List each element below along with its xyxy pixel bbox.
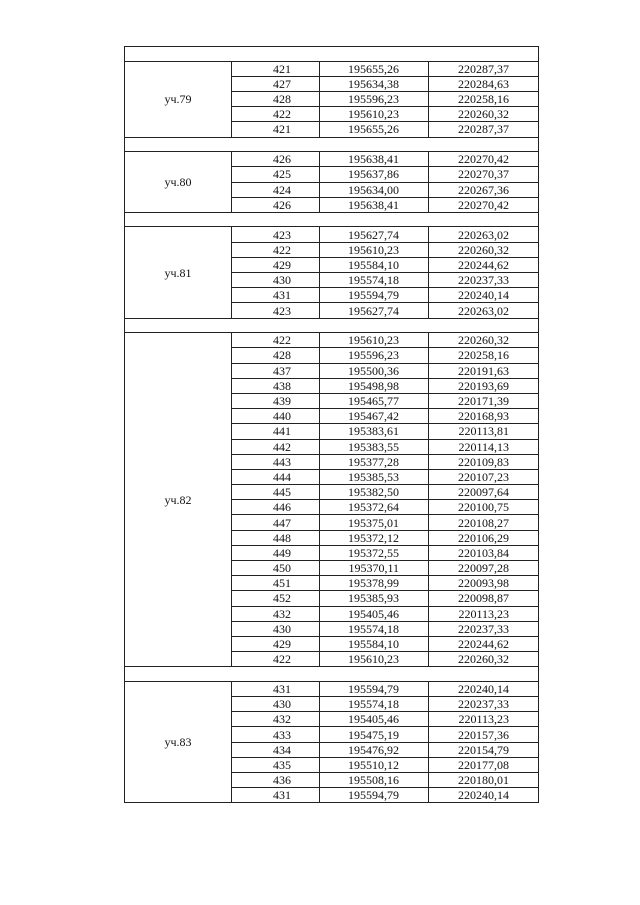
x-coordinate: 195584,10 (320, 257, 429, 272)
section-separator-row (125, 667, 539, 682)
x-coordinate: 195405,46 (320, 606, 429, 621)
x-coordinate: 195383,61 (320, 424, 429, 439)
point-number: 442 (232, 439, 320, 454)
point-number: 451 (232, 576, 320, 591)
point-number: 439 (232, 393, 320, 408)
point-number: 432 (232, 606, 320, 621)
y-coordinate: 220113,23 (429, 606, 539, 621)
x-coordinate: 195372,64 (320, 500, 429, 515)
x-coordinate: 195465,77 (320, 393, 429, 408)
x-coordinate: 195638,41 (320, 197, 429, 212)
y-coordinate: 220097,28 (429, 561, 539, 576)
y-coordinate: 220237,33 (429, 273, 539, 288)
point-number: 430 (232, 697, 320, 712)
point-number: 443 (232, 454, 320, 469)
x-coordinate: 195574,18 (320, 273, 429, 288)
x-coordinate: 195596,23 (320, 348, 429, 363)
separator-cell (125, 318, 539, 333)
separator-cell (125, 137, 539, 152)
point-number: 427 (232, 76, 320, 91)
y-coordinate: 220263,02 (429, 227, 539, 242)
x-coordinate: 195476,92 (320, 742, 429, 757)
y-coordinate: 220098,87 (429, 591, 539, 606)
coordinate-table (124, 46, 539, 803)
y-coordinate: 220270,37 (429, 167, 539, 182)
point-number: 422 (232, 652, 320, 667)
y-coordinate: 220260,32 (429, 652, 539, 667)
x-coordinate: 195596,23 (320, 91, 429, 106)
x-coordinate: 195627,74 (320, 303, 429, 318)
x-coordinate: 195385,93 (320, 591, 429, 606)
y-coordinate: 220240,14 (429, 681, 539, 696)
table-row (125, 333, 539, 348)
coordinate-table-body (125, 47, 539, 803)
x-coordinate: 195378,99 (320, 576, 429, 591)
x-coordinate: 195610,23 (320, 333, 429, 348)
point-number: 426 (232, 197, 320, 212)
section-label: уч.81 (125, 227, 232, 318)
point-number: 421 (232, 122, 320, 137)
table-row (125, 152, 539, 167)
section-label: уч.80 (125, 152, 232, 213)
point-number: 437 (232, 363, 320, 378)
y-coordinate: 220168,93 (429, 409, 539, 424)
y-coordinate: 220258,16 (429, 348, 539, 363)
x-coordinate: 195500,36 (320, 363, 429, 378)
y-coordinate: 220260,32 (429, 107, 539, 122)
x-coordinate: 195405,46 (320, 712, 429, 727)
y-coordinate: 220284,63 (429, 76, 539, 91)
y-coordinate: 220157,36 (429, 727, 539, 742)
y-coordinate: 220287,37 (429, 122, 539, 137)
point-number: 425 (232, 167, 320, 182)
y-coordinate: 220113,81 (429, 424, 539, 439)
x-coordinate: 195627,74 (320, 227, 429, 242)
x-coordinate: 195372,55 (320, 545, 429, 560)
point-number: 428 (232, 91, 320, 106)
point-number: 424 (232, 182, 320, 197)
y-coordinate: 220177,08 (429, 757, 539, 772)
y-coordinate: 220097,64 (429, 485, 539, 500)
y-coordinate: 220191,63 (429, 363, 539, 378)
point-number: 426 (232, 152, 320, 167)
x-coordinate: 195638,41 (320, 152, 429, 167)
separator-cell (125, 212, 539, 227)
y-coordinate: 220270,42 (429, 197, 539, 212)
point-number: 446 (232, 500, 320, 515)
point-number: 429 (232, 636, 320, 651)
point-number: 438 (232, 378, 320, 393)
x-coordinate: 195475,19 (320, 727, 429, 742)
table-row (125, 681, 539, 696)
x-coordinate: 195375,01 (320, 515, 429, 530)
table-row (125, 61, 539, 76)
point-number: 450 (232, 561, 320, 576)
y-coordinate: 220103,84 (429, 545, 539, 560)
x-coordinate: 195594,79 (320, 288, 429, 303)
point-number: 430 (232, 621, 320, 636)
x-coordinate: 195370,11 (320, 561, 429, 576)
x-coordinate: 195382,50 (320, 485, 429, 500)
x-coordinate: 195498,98 (320, 378, 429, 393)
y-coordinate: 220113,23 (429, 712, 539, 727)
point-number: 422 (232, 107, 320, 122)
point-number: 421 (232, 61, 320, 76)
point-number: 422 (232, 333, 320, 348)
separator-cell (125, 667, 539, 682)
section-label: уч.82 (125, 333, 232, 667)
point-number: 445 (232, 485, 320, 500)
point-number: 431 (232, 681, 320, 696)
section-separator-row (125, 318, 539, 333)
point-number: 448 (232, 530, 320, 545)
y-coordinate: 220171,39 (429, 393, 539, 408)
point-number: 431 (232, 288, 320, 303)
point-number: 435 (232, 757, 320, 772)
x-coordinate: 195574,18 (320, 697, 429, 712)
y-coordinate: 220260,32 (429, 333, 539, 348)
y-coordinate: 220260,32 (429, 242, 539, 257)
x-coordinate: 195634,00 (320, 182, 429, 197)
y-coordinate: 220154,79 (429, 742, 539, 757)
y-coordinate: 220263,02 (429, 303, 539, 318)
y-coordinate: 220258,16 (429, 91, 539, 106)
point-number: 422 (232, 242, 320, 257)
x-coordinate: 195610,23 (320, 242, 429, 257)
y-coordinate: 220287,37 (429, 61, 539, 76)
y-coordinate: 220180,01 (429, 773, 539, 788)
x-coordinate: 195655,26 (320, 122, 429, 137)
y-coordinate: 220107,23 (429, 469, 539, 484)
y-coordinate: 220106,29 (429, 530, 539, 545)
x-coordinate: 195385,53 (320, 469, 429, 484)
point-number: 434 (232, 742, 320, 757)
y-coordinate: 220240,14 (429, 288, 539, 303)
x-coordinate: 195610,23 (320, 107, 429, 122)
x-coordinate: 195594,79 (320, 681, 429, 696)
point-number: 423 (232, 303, 320, 318)
x-coordinate: 195574,18 (320, 621, 429, 636)
y-coordinate: 220114,13 (429, 439, 539, 454)
point-number: 436 (232, 773, 320, 788)
y-coordinate: 220093,98 (429, 576, 539, 591)
coordinate-table-page (124, 46, 538, 803)
point-number: 447 (232, 515, 320, 530)
y-coordinate: 220267,36 (429, 182, 539, 197)
section-separator-row (125, 212, 539, 227)
point-number: 423 (232, 227, 320, 242)
y-coordinate: 220244,62 (429, 257, 539, 272)
x-coordinate: 195377,28 (320, 454, 429, 469)
point-number: 452 (232, 591, 320, 606)
point-number: 444 (232, 469, 320, 484)
x-coordinate: 195510,12 (320, 757, 429, 772)
y-coordinate: 220108,27 (429, 515, 539, 530)
section-separator-row (125, 47, 539, 62)
section-separator-row (125, 137, 539, 152)
point-number: 449 (232, 545, 320, 560)
y-coordinate: 220244,62 (429, 636, 539, 651)
x-coordinate: 195467,42 (320, 409, 429, 424)
y-coordinate: 220109,83 (429, 454, 539, 469)
x-coordinate: 195610,23 (320, 652, 429, 667)
point-number: 430 (232, 273, 320, 288)
section-label: уч.83 (125, 681, 232, 803)
table-row (125, 227, 539, 242)
point-number: 431 (232, 788, 320, 803)
separator-cell (125, 47, 539, 62)
y-coordinate: 220270,42 (429, 152, 539, 167)
point-number: 429 (232, 257, 320, 272)
point-number: 441 (232, 424, 320, 439)
section-label: уч.79 (125, 61, 232, 137)
y-coordinate: 220100,75 (429, 500, 539, 515)
point-number: 432 (232, 712, 320, 727)
point-number: 433 (232, 727, 320, 742)
y-coordinate: 220193,69 (429, 378, 539, 393)
point-number: 428 (232, 348, 320, 363)
x-coordinate: 195372,12 (320, 530, 429, 545)
x-coordinate: 195383,55 (320, 439, 429, 454)
x-coordinate: 195637,86 (320, 167, 429, 182)
x-coordinate: 195655,26 (320, 61, 429, 76)
y-coordinate: 220240,14 (429, 788, 539, 803)
x-coordinate: 195634,38 (320, 76, 429, 91)
x-coordinate: 195508,16 (320, 773, 429, 788)
point-number: 440 (232, 409, 320, 424)
y-coordinate: 220237,33 (429, 621, 539, 636)
x-coordinate: 195594,79 (320, 788, 429, 803)
y-coordinate: 220237,33 (429, 697, 539, 712)
x-coordinate: 195584,10 (320, 636, 429, 651)
